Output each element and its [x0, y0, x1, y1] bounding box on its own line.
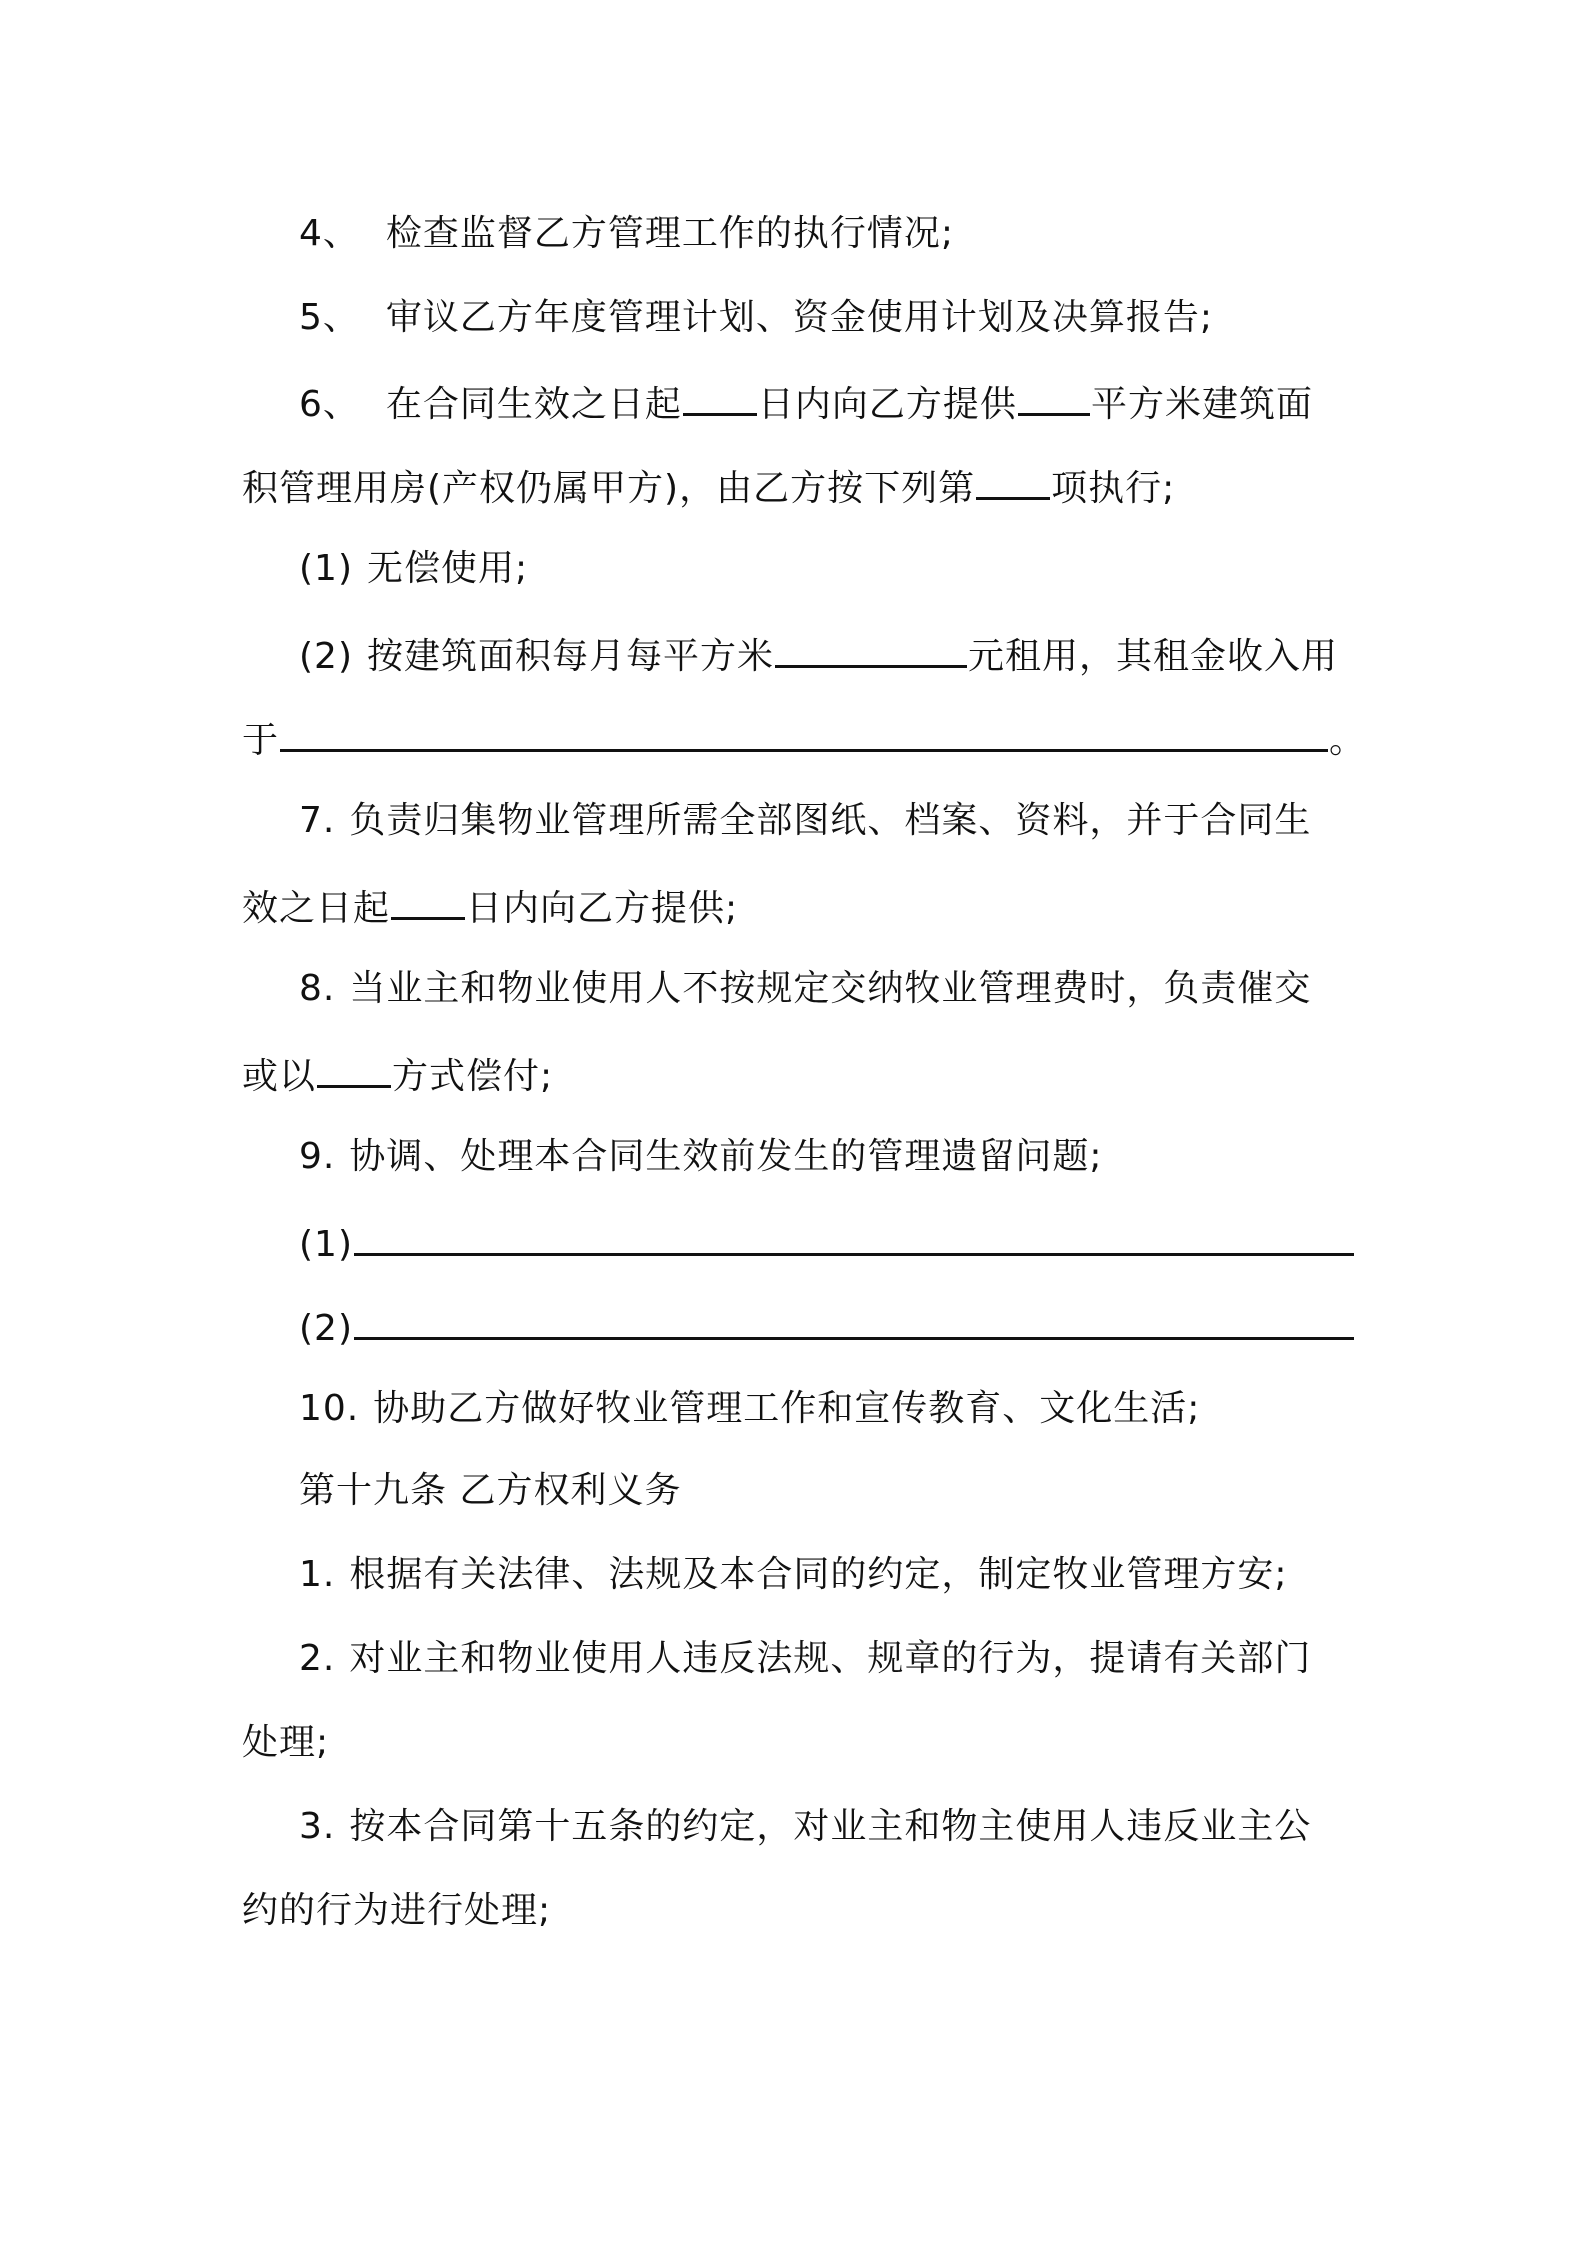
fill-blank-issue-2[interactable] — [354, 1301, 1354, 1340]
article-19-item-3 — [299, 1803, 1352, 1851]
item-text: 日内向乙方提供; — [466, 888, 739, 929]
item-text: 按本合同第十五条的约定，对业主和物主使用人违反业主公 — [349, 1806, 1312, 1847]
item-text: 效之日起 — [242, 888, 391, 929]
item-9-sub-2 — [299, 1301, 1352, 1353]
item-text: 负责归集物业管理所需全部图纸、档案、资料，并于合同生 — [349, 800, 1312, 841]
item-number: 2. — [299, 1638, 336, 1679]
fill-blank-rent-usage[interactable] — [280, 713, 1328, 752]
fill-blank-days[interactable] — [391, 881, 465, 920]
item-7 — [299, 797, 1352, 845]
item-number: 3. — [299, 1806, 336, 1847]
item-text: 协助乙方做好牧业管理工作和宣传教育、文化生活; — [373, 1388, 1201, 1429]
item-text: 于 — [242, 720, 280, 761]
item-5 — [299, 294, 1352, 342]
item-text: 日内向乙方提供 — [757, 384, 1017, 425]
item-text: 根据有关法律、法规及本合同的约定，制定牧业管理方安; — [349, 1554, 1288, 1595]
item-text: 或以 — [242, 1056, 317, 1097]
fill-blank-rent[interactable] — [775, 629, 967, 668]
item-text: 在合同生效之日起 — [385, 384, 682, 425]
article-19-item-2 — [299, 1635, 1352, 1683]
item-text: 按建筑面积每月每平方米 — [367, 636, 775, 677]
article-19-item-1 — [299, 1551, 1352, 1599]
article-19-item-2-continued: 处理; — [242, 1722, 330, 1763]
item-7-continued — [242, 881, 1352, 933]
fill-blank-days[interactable] — [683, 377, 757, 416]
item-number: (2) — [299, 1308, 353, 1349]
item-6-sub-1 — [299, 545, 1352, 593]
item-text: 当业主和物业使用人不按规定交纳牧业管理费时，负责催交 — [349, 968, 1312, 1009]
item-text: 元租用，其租金收入用 — [968, 636, 1339, 677]
item-number: 10. — [299, 1388, 360, 1429]
item-number: 1. — [299, 1554, 336, 1595]
item-number: 8. — [299, 968, 336, 1009]
item-text: 检查监督乙方管理工作的执行情况; — [385, 213, 955, 254]
item-number: (1) — [299, 548, 353, 589]
item-8 — [299, 965, 1352, 1013]
item-9 — [299, 1133, 1352, 1181]
item-text: 无偿使用; — [367, 548, 529, 589]
item-8-continued — [242, 1049, 1352, 1101]
item-number: 6、 — [299, 384, 360, 425]
item-text: 对业主和物业使用人违反法规、规章的行为，提请有关部门 — [349, 1638, 1312, 1679]
fill-blank-option[interactable] — [976, 461, 1050, 500]
fill-blank-area[interactable] — [1018, 377, 1090, 416]
item-text: 。 — [1329, 720, 1367, 761]
item-number: (2) — [299, 636, 353, 677]
item-6-sub-2 — [299, 629, 1352, 681]
item-number: 9. — [299, 1136, 336, 1177]
item-text: 平方米建筑面 — [1090, 384, 1313, 425]
item-number: 7. — [299, 800, 336, 841]
item-number: (1) — [299, 1224, 353, 1265]
fill-blank-issue-1[interactable] — [354, 1217, 1354, 1256]
fill-blank-method[interactable] — [317, 1049, 391, 1088]
item-10 — [299, 1385, 1352, 1433]
item-number: 5、 — [299, 297, 360, 338]
item-4 — [299, 210, 1352, 258]
item-text: 审议乙方年度管理计划、资金使用计划及决算报告; — [385, 297, 1214, 338]
item-text: 协调、处理本合同生效前发生的管理遗留问题; — [349, 1136, 1103, 1177]
item-6-sub-2-continued — [242, 713, 1367, 765]
item-number: 4、 — [299, 213, 360, 254]
item-text: 项执行; — [1051, 468, 1176, 509]
item-6 — [299, 377, 1352, 429]
item-6-continued — [242, 461, 1352, 513]
item-text: 方式偿付; — [392, 1056, 554, 1097]
article-19-item-3-continued: 约的行为进行处理; — [242, 1890, 552, 1931]
article-19-heading: 第十九条 乙方权利义务 — [299, 1470, 682, 1511]
item-9-sub-1 — [299, 1217, 1352, 1269]
item-text: 积管理用房(产权仍属甲方)，由乙方按下列第 — [242, 468, 976, 509]
